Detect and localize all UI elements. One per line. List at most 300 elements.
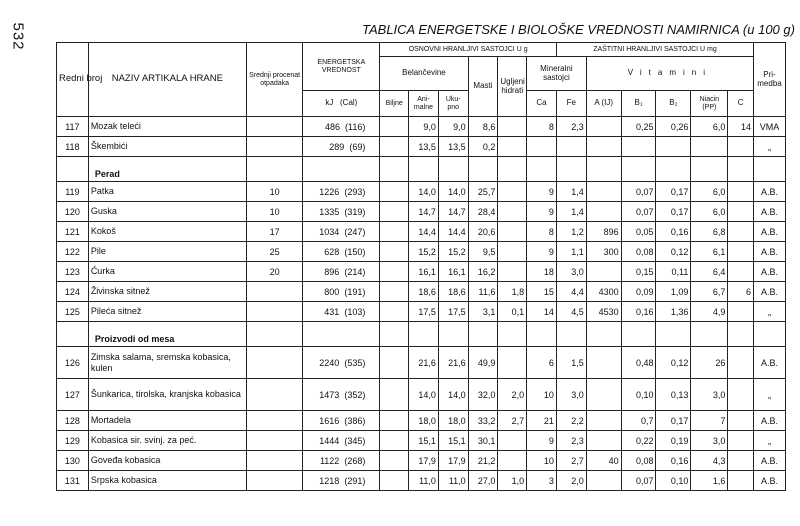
cell-niacin: 6,4	[691, 262, 728, 282]
table-row	[57, 262, 786, 282]
cell-animalne	[409, 322, 439, 347]
cal-value: (345)	[344, 435, 366, 446]
cell-energetska	[303, 157, 380, 182]
cell-redni-broj: 125	[57, 302, 89, 322]
col-b1: B₁	[621, 91, 656, 117]
cell-fe: 3,0	[556, 379, 586, 411]
cell-masti: 28,4	[468, 202, 498, 222]
table-row	[57, 347, 786, 379]
cell-naziv: Kobasica sir. svinj. za peć.	[88, 431, 246, 451]
cell-redni-broj: 131	[57, 471, 89, 491]
cell-ca: 14	[527, 302, 557, 322]
cell-ugljeni-hidrati	[498, 322, 527, 347]
cell-a: 40	[586, 451, 621, 471]
cell-b1: 0,05	[621, 222, 656, 242]
cell-otpadak	[246, 137, 302, 157]
cell-animalne: 14,0	[409, 182, 439, 202]
cell-b2	[656, 157, 691, 182]
cell-fe: 1,4	[556, 202, 586, 222]
cell-a	[586, 431, 621, 451]
cal-value: (319)	[344, 206, 366, 217]
cell-c	[728, 411, 754, 431]
cell-animalne: 14,4	[409, 222, 439, 242]
col-group-osnovni: OSNOVNI HRANLJIVI SASTOJCI U g	[380, 43, 557, 57]
cell-fe: 1,2	[556, 222, 586, 242]
cell-c: 14	[728, 117, 754, 137]
cell-naziv: Pileća sitnež	[88, 302, 246, 322]
cal-value: (386)	[344, 415, 366, 426]
table-row	[57, 302, 786, 322]
cell-fe: 1,1	[556, 242, 586, 262]
kj-value: 1473	[319, 389, 340, 400]
cell-fe: 2,3	[556, 117, 586, 137]
col-group-zastitni: ZAŠTITNI HRANLJIVI SASTOJCI U mg	[556, 43, 753, 57]
cell-animalne: 14,7	[409, 202, 439, 222]
cell-otpadak: 17	[246, 222, 302, 242]
cell-otpadak: 20	[246, 262, 302, 282]
kj-value: 1122	[319, 455, 340, 466]
cell-masti	[468, 322, 498, 347]
cell-redni-broj: 118	[57, 137, 89, 157]
cell-fe: 2,2	[556, 411, 586, 431]
cal-value: (293)	[344, 186, 366, 197]
cell-ukupno: 21,6	[438, 347, 468, 379]
cell-redni-broj: 122	[57, 242, 89, 262]
cell-c	[728, 322, 754, 347]
table-row	[57, 137, 786, 157]
col-b2: B₂	[656, 91, 691, 117]
col-belancevine: Belančevine	[380, 57, 468, 91]
cell-naziv: Mozak teleći	[88, 117, 246, 137]
cell-biljne	[380, 137, 409, 157]
cell-niacin: 6,8	[691, 222, 728, 242]
cell-masti	[468, 157, 498, 182]
cell-a	[586, 322, 621, 347]
cell-primedba: A.B.	[754, 242, 786, 262]
cell-b2: 1,36	[656, 302, 691, 322]
cell-primedba: A.B.	[754, 262, 786, 282]
cell-animalne: 13,5	[409, 137, 439, 157]
cal-value: (116)	[345, 121, 366, 132]
cell-niacin: 6,7	[691, 282, 728, 302]
cell-masti: 3,1	[468, 302, 498, 322]
cell-primedba: A.B.	[754, 222, 786, 242]
cell-otpadak	[246, 411, 302, 431]
cell-ca: 9	[527, 242, 557, 262]
cell-niacin: 4,9	[691, 302, 728, 322]
cell-otpadak: 25	[246, 242, 302, 262]
cell-masti: 32,0	[468, 379, 498, 411]
cell-ukupno: 18,6	[438, 282, 468, 302]
kj-value: 628	[324, 246, 340, 257]
cell-otpadak	[246, 157, 302, 182]
cell-ukupno	[438, 322, 468, 347]
cell-ca: 21	[527, 411, 557, 431]
cell-redni-broj: 123	[57, 262, 89, 282]
kj-value: 800	[324, 286, 340, 297]
kj-value: 431	[324, 306, 340, 317]
cell-energetska	[303, 451, 380, 471]
cell-ukupno: 9,0	[438, 117, 468, 137]
kj-value: 1034	[319, 226, 340, 237]
cell-a	[586, 411, 621, 431]
cell-niacin: 6,0	[691, 117, 728, 137]
kj-value: 2240	[319, 357, 340, 368]
cell-ugljeni-hidrati	[498, 117, 527, 137]
cell-c	[728, 222, 754, 242]
cell-c: 6	[728, 282, 754, 302]
cell-energetska	[303, 411, 380, 431]
cell-naziv: Pile	[88, 242, 246, 262]
cell-b1: 0,48	[621, 347, 656, 379]
col-redni-broj: Redni broj	[57, 43, 89, 117]
cell-a: 4530	[586, 302, 621, 322]
col-vitamini: Vitamini	[586, 57, 753, 91]
cell-a	[586, 262, 621, 282]
cell-biljne	[380, 347, 409, 379]
cell-energetska	[303, 322, 380, 347]
table-row	[57, 282, 786, 302]
cal-value: (352)	[344, 389, 366, 400]
cell-ugljeni-hidrati	[498, 182, 527, 202]
kj-value: 896	[324, 266, 340, 277]
cell-ca: 9	[527, 431, 557, 451]
cal-value: (69)	[349, 141, 366, 152]
col-animalne: Ani-malne	[409, 91, 439, 117]
cell-animalne: 21,6	[409, 347, 439, 379]
cell-b1: 0,15	[621, 262, 656, 282]
cell-biljne	[380, 262, 409, 282]
cell-a	[586, 471, 621, 491]
cell-energetska	[303, 182, 380, 202]
cell-masti: 8,6	[468, 117, 498, 137]
col-otpadak: Srednji procenat otpadaka	[246, 43, 302, 117]
cell-b1: 0,25	[621, 117, 656, 137]
kj-value: 1616	[319, 415, 340, 426]
cell-masti: 0,2	[468, 137, 498, 157]
cell-b1: 0,09	[621, 282, 656, 302]
cell-primedba: „	[754, 302, 786, 322]
cal-value: (150)	[344, 246, 366, 257]
cell-ukupno: 15,1	[438, 431, 468, 451]
cell-animalne: 16,1	[409, 262, 439, 282]
table-row	[57, 411, 786, 431]
cell-niacin: 3,0	[691, 379, 728, 411]
cell-c	[728, 242, 754, 262]
col-biljne: Biljne	[380, 91, 409, 117]
cell-primedba: A.B.	[754, 471, 786, 491]
cell-ukupno: 13,5	[438, 137, 468, 157]
cell-b1	[621, 137, 656, 157]
cell-b1: 0,07	[621, 471, 656, 491]
cell-b2: 0,12	[656, 242, 691, 262]
cell-otpadak: 10	[246, 182, 302, 202]
cell-biljne	[380, 157, 409, 182]
cell-a	[586, 347, 621, 379]
cell-biljne	[380, 117, 409, 137]
cell-redni-broj	[57, 322, 89, 347]
cell-ukupno: 11,0	[438, 471, 468, 491]
cell-ukupno	[438, 157, 468, 182]
cell-b2: 0,13	[656, 379, 691, 411]
cell-redni-broj: 121	[57, 222, 89, 242]
cell-fe: 4,5	[556, 302, 586, 322]
cell-a	[586, 117, 621, 137]
cell-animalne: 17,5	[409, 302, 439, 322]
cell-naziv: Živinska sitnež	[88, 282, 246, 302]
table-row	[57, 451, 786, 471]
cell-b1: 0,10	[621, 379, 656, 411]
cal-value: (247)	[344, 226, 366, 237]
cell-masti: 20,6	[468, 222, 498, 242]
cell-niacin	[691, 137, 728, 157]
col-cal: (Cal)	[340, 98, 358, 108]
col-ukupno: Uku-pno	[438, 91, 468, 117]
cell-ukupno: 14,7	[438, 202, 468, 222]
cell-ugljeni-hidrati: 0,1	[498, 302, 527, 322]
cell-primedba: VMA	[754, 117, 786, 137]
cell-a: 896	[586, 222, 621, 242]
cell-masti: 27,0	[468, 471, 498, 491]
cell-ukupno: 16,1	[438, 262, 468, 282]
cell-energetska	[303, 282, 380, 302]
cell-naziv: Patka	[88, 182, 246, 202]
cell-ugljeni-hidrati	[498, 157, 527, 182]
cell-masti: 25,7	[468, 182, 498, 202]
cell-naziv: Zimska salama, sremska kobasica, kulen	[88, 347, 246, 379]
col-mineralni: Mineralni sastojci	[527, 57, 587, 91]
cell-b2: 0,12	[656, 347, 691, 379]
cell-ukupno: 14,0	[438, 379, 468, 411]
cell-b1	[621, 322, 656, 347]
cell-a	[586, 379, 621, 411]
kj-value: 1226	[319, 186, 340, 197]
kj-value: 1444	[319, 435, 340, 446]
cell-a: 300	[586, 242, 621, 262]
cell-animalne: 17,9	[409, 451, 439, 471]
col-energetska: ENERGETSKA VREDNOST	[303, 43, 380, 91]
cell-ca: 6	[527, 347, 557, 379]
cell-ca: 8	[527, 222, 557, 242]
cell-otpadak	[246, 471, 302, 491]
cell-biljne	[380, 379, 409, 411]
cell-b2: 0,10	[656, 471, 691, 491]
cell-ugljeni-hidrati	[498, 222, 527, 242]
table-row	[57, 117, 786, 137]
cell-c	[728, 431, 754, 451]
cell-biljne	[380, 431, 409, 451]
cell-otpadak	[246, 302, 302, 322]
table-row	[57, 222, 786, 242]
cell-energetska	[303, 302, 380, 322]
cell-niacin: 1,6	[691, 471, 728, 491]
cell-ugljeni-hidrati: 2,0	[498, 379, 527, 411]
kj-value: 289	[329, 141, 345, 152]
cell-c	[728, 451, 754, 471]
cell-b2: 0,19	[656, 431, 691, 451]
cell-b2	[656, 137, 691, 157]
cell-niacin: 26	[691, 347, 728, 379]
section-title: Perad	[88, 157, 246, 182]
cell-redni-broj: 124	[57, 282, 89, 302]
cell-b1: 0,16	[621, 302, 656, 322]
cell-fe: 1,5	[556, 347, 586, 379]
cell-b1: 0,22	[621, 431, 656, 451]
cell-masti: 33,2	[468, 411, 498, 431]
cell-redni-broj: 128	[57, 411, 89, 431]
cell-a	[586, 157, 621, 182]
cell-c	[728, 302, 754, 322]
cell-masti: 49,9	[468, 347, 498, 379]
cell-c	[728, 347, 754, 379]
col-primedba: Pri-medba	[754, 43, 786, 117]
col-kj: kJ	[325, 98, 334, 108]
col-a-ij: A (IJ)	[586, 91, 621, 117]
cell-animalne: 18,6	[409, 282, 439, 302]
cell-niacin: 7	[691, 411, 728, 431]
cell-a: 4300	[586, 282, 621, 302]
cell-b2: 0,26	[656, 117, 691, 137]
cell-biljne	[380, 202, 409, 222]
cell-b2: 0,11	[656, 262, 691, 282]
cell-animalne: 9,0	[409, 117, 439, 137]
cell-naziv: Guska	[88, 202, 246, 222]
cell-fe: 2,0	[556, 471, 586, 491]
cell-b2: 0,17	[656, 411, 691, 431]
cell-primedba: A.B.	[754, 282, 786, 302]
cell-a	[586, 202, 621, 222]
cal-value: (268)	[344, 455, 366, 466]
cell-naziv: Mortadela	[88, 411, 246, 431]
cell-b1: 0,07	[621, 182, 656, 202]
cell-niacin: 6,0	[691, 202, 728, 222]
cell-ugljeni-hidrati	[498, 347, 527, 379]
cell-fe: 2,3	[556, 431, 586, 451]
cell-naziv: Goveđa kobasica	[88, 451, 246, 471]
cell-niacin: 4,3	[691, 451, 728, 471]
cell-primedba: A.B.	[754, 411, 786, 431]
cell-primedba: A.B.	[754, 182, 786, 202]
cell-niacin	[691, 322, 728, 347]
cell-fe	[556, 322, 586, 347]
cell-primedba	[754, 157, 786, 182]
cell-redni-broj: 117	[57, 117, 89, 137]
cell-otpadak	[246, 431, 302, 451]
cell-otpadak	[246, 117, 302, 137]
cell-ca: 3	[527, 471, 557, 491]
cell-energetska	[303, 471, 380, 491]
col-kj-cal	[303, 91, 380, 117]
cell-masti: 21,2	[468, 451, 498, 471]
cell-fe: 1,4	[556, 182, 586, 202]
table-row	[57, 242, 786, 262]
cell-naziv: Šunkarica, tirolska, kranjska kobasica	[88, 379, 246, 411]
cell-primedba: „	[754, 431, 786, 451]
cell-biljne	[380, 451, 409, 471]
cell-naziv: Škembići	[88, 137, 246, 157]
cell-b1: 0,07	[621, 202, 656, 222]
cell-b2: 0,17	[656, 202, 691, 222]
cell-fe: 4,4	[556, 282, 586, 302]
cell-ugljeni-hidrati	[498, 137, 527, 157]
cell-primedba	[754, 322, 786, 347]
cell-redni-broj: 126	[57, 347, 89, 379]
cell-ca: 15	[527, 282, 557, 302]
cell-ca: 9	[527, 202, 557, 222]
table-title: TABLICA ENERGETSKE I BIOLOŠKE VREDNOSTI NAMIRNICA (u 100 g)	[362, 22, 795, 37]
cell-biljne	[380, 282, 409, 302]
cell-biljne	[380, 322, 409, 347]
cell-energetska	[303, 379, 380, 411]
cell-b1	[621, 157, 656, 182]
cell-ukupno: 14,4	[438, 222, 468, 242]
cell-b2: 0,16	[656, 451, 691, 471]
cell-animalne: 11,0	[409, 471, 439, 491]
cell-a	[586, 182, 621, 202]
cell-energetska	[303, 137, 380, 157]
cell-primedba: A.B.	[754, 202, 786, 222]
cell-b1: 0,08	[621, 451, 656, 471]
cell-ugljeni-hidrati	[498, 262, 527, 282]
cell-energetska	[303, 242, 380, 262]
cell-primedba: A.B.	[754, 347, 786, 379]
cell-niacin: 6,0	[691, 182, 728, 202]
section-row	[57, 157, 786, 182]
kj-value: 486	[324, 121, 340, 132]
cell-c	[728, 137, 754, 157]
cell-otpadak	[246, 322, 302, 347]
cell-energetska	[303, 347, 380, 379]
cell-primedba: A.B.	[754, 451, 786, 471]
cell-energetska	[303, 202, 380, 222]
table-row	[57, 182, 786, 202]
table-header	[57, 43, 786, 117]
cell-c	[728, 379, 754, 411]
cell-ukupno: 14,0	[438, 182, 468, 202]
cell-c	[728, 471, 754, 491]
cell-redni-broj: 119	[57, 182, 89, 202]
cell-ca: 10	[527, 379, 557, 411]
cell-biljne	[380, 411, 409, 431]
cell-masti: 9,5	[468, 242, 498, 262]
cell-naziv: Kokoš	[88, 222, 246, 242]
cell-b2: 1,09	[656, 282, 691, 302]
col-ca: Ca	[527, 91, 557, 117]
cell-niacin	[691, 157, 728, 182]
col-masti: Masti	[468, 57, 498, 117]
cell-otpadak	[246, 451, 302, 471]
cell-ugljeni-hidrati: 1,0	[498, 471, 527, 491]
cell-biljne	[380, 182, 409, 202]
cell-ca	[527, 322, 557, 347]
cell-masti: 30,1	[468, 431, 498, 451]
cell-ukupno: 15,2	[438, 242, 468, 262]
kj-value: 1335	[319, 206, 340, 217]
page-number: 532	[9, 22, 27, 51]
col-fe: Fe	[556, 91, 586, 117]
cell-c	[728, 262, 754, 282]
cell-ugljeni-hidrati	[498, 451, 527, 471]
table-body	[57, 117, 786, 491]
kj-value: 1218	[319, 475, 340, 486]
cell-naziv: Srpska kobasica	[88, 471, 246, 491]
cell-c	[728, 202, 754, 222]
cell-redni-broj: 127	[57, 379, 89, 411]
cell-b1: 0,08	[621, 242, 656, 262]
cell-ukupno: 17,9	[438, 451, 468, 471]
table-row	[57, 471, 786, 491]
cell-redni-broj: 130	[57, 451, 89, 471]
